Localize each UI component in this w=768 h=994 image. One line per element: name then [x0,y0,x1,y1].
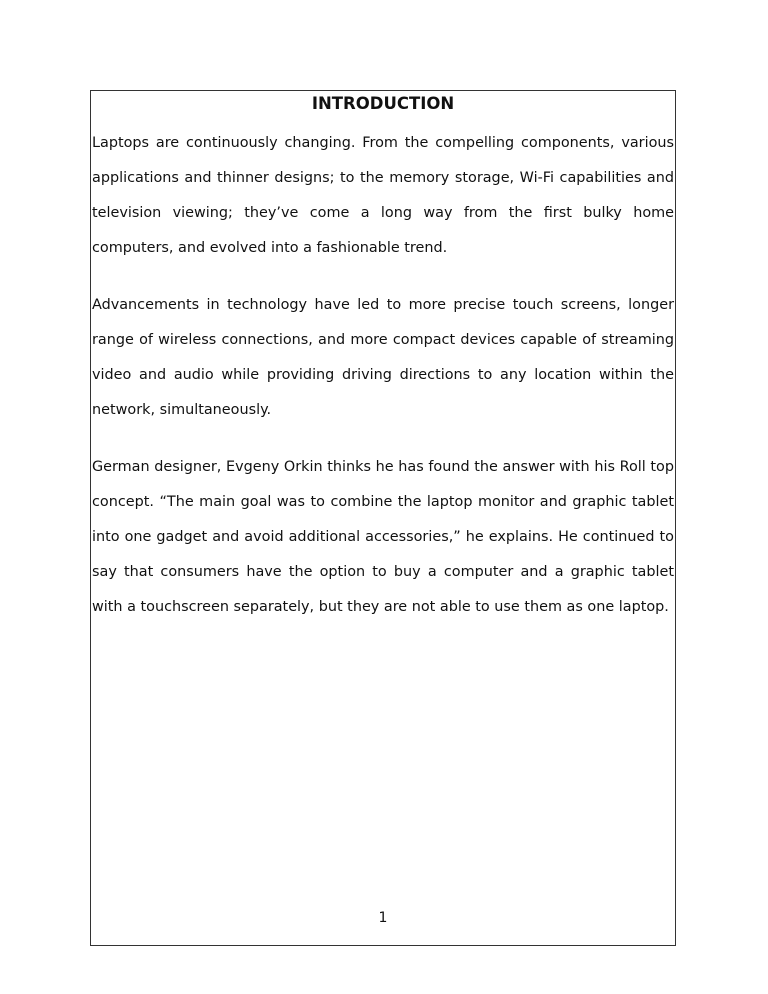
paragraph-3: German designer, Evgeny Orkin thinks he has found the answer with his Roll top concept. “The main goal was to combine the laptop monitor and graphic tablet into one gadget and avoid additional accessories,” he explains. He continued to say that consumers have the option to buy a computer and a graphic tablet with a touchscreen separately, but they are not able to use them as one laptop. [92,459,674,615]
paragraph-1: Laptops are continuously changing. From the compelling components, various applications and thinner designs; to the memory storage, Wi-Fi capabilities and television viewing; they’ve come a long way from the first bulky home computers, and evolved into a fashionable trend. [92,135,674,256]
paragraph-2: Advancements in technology have led to more precise touch screens, longer range of wireless connections, and more compact devices capable of streaming video and audio while providing driving directions to any location within the network, simultaneously. [92,297,674,418]
body-text [92,126,674,647]
page-number: 1 [378,910,388,926]
page-frame [90,90,676,946]
page-title: INTRODUCTION [311,94,455,113]
